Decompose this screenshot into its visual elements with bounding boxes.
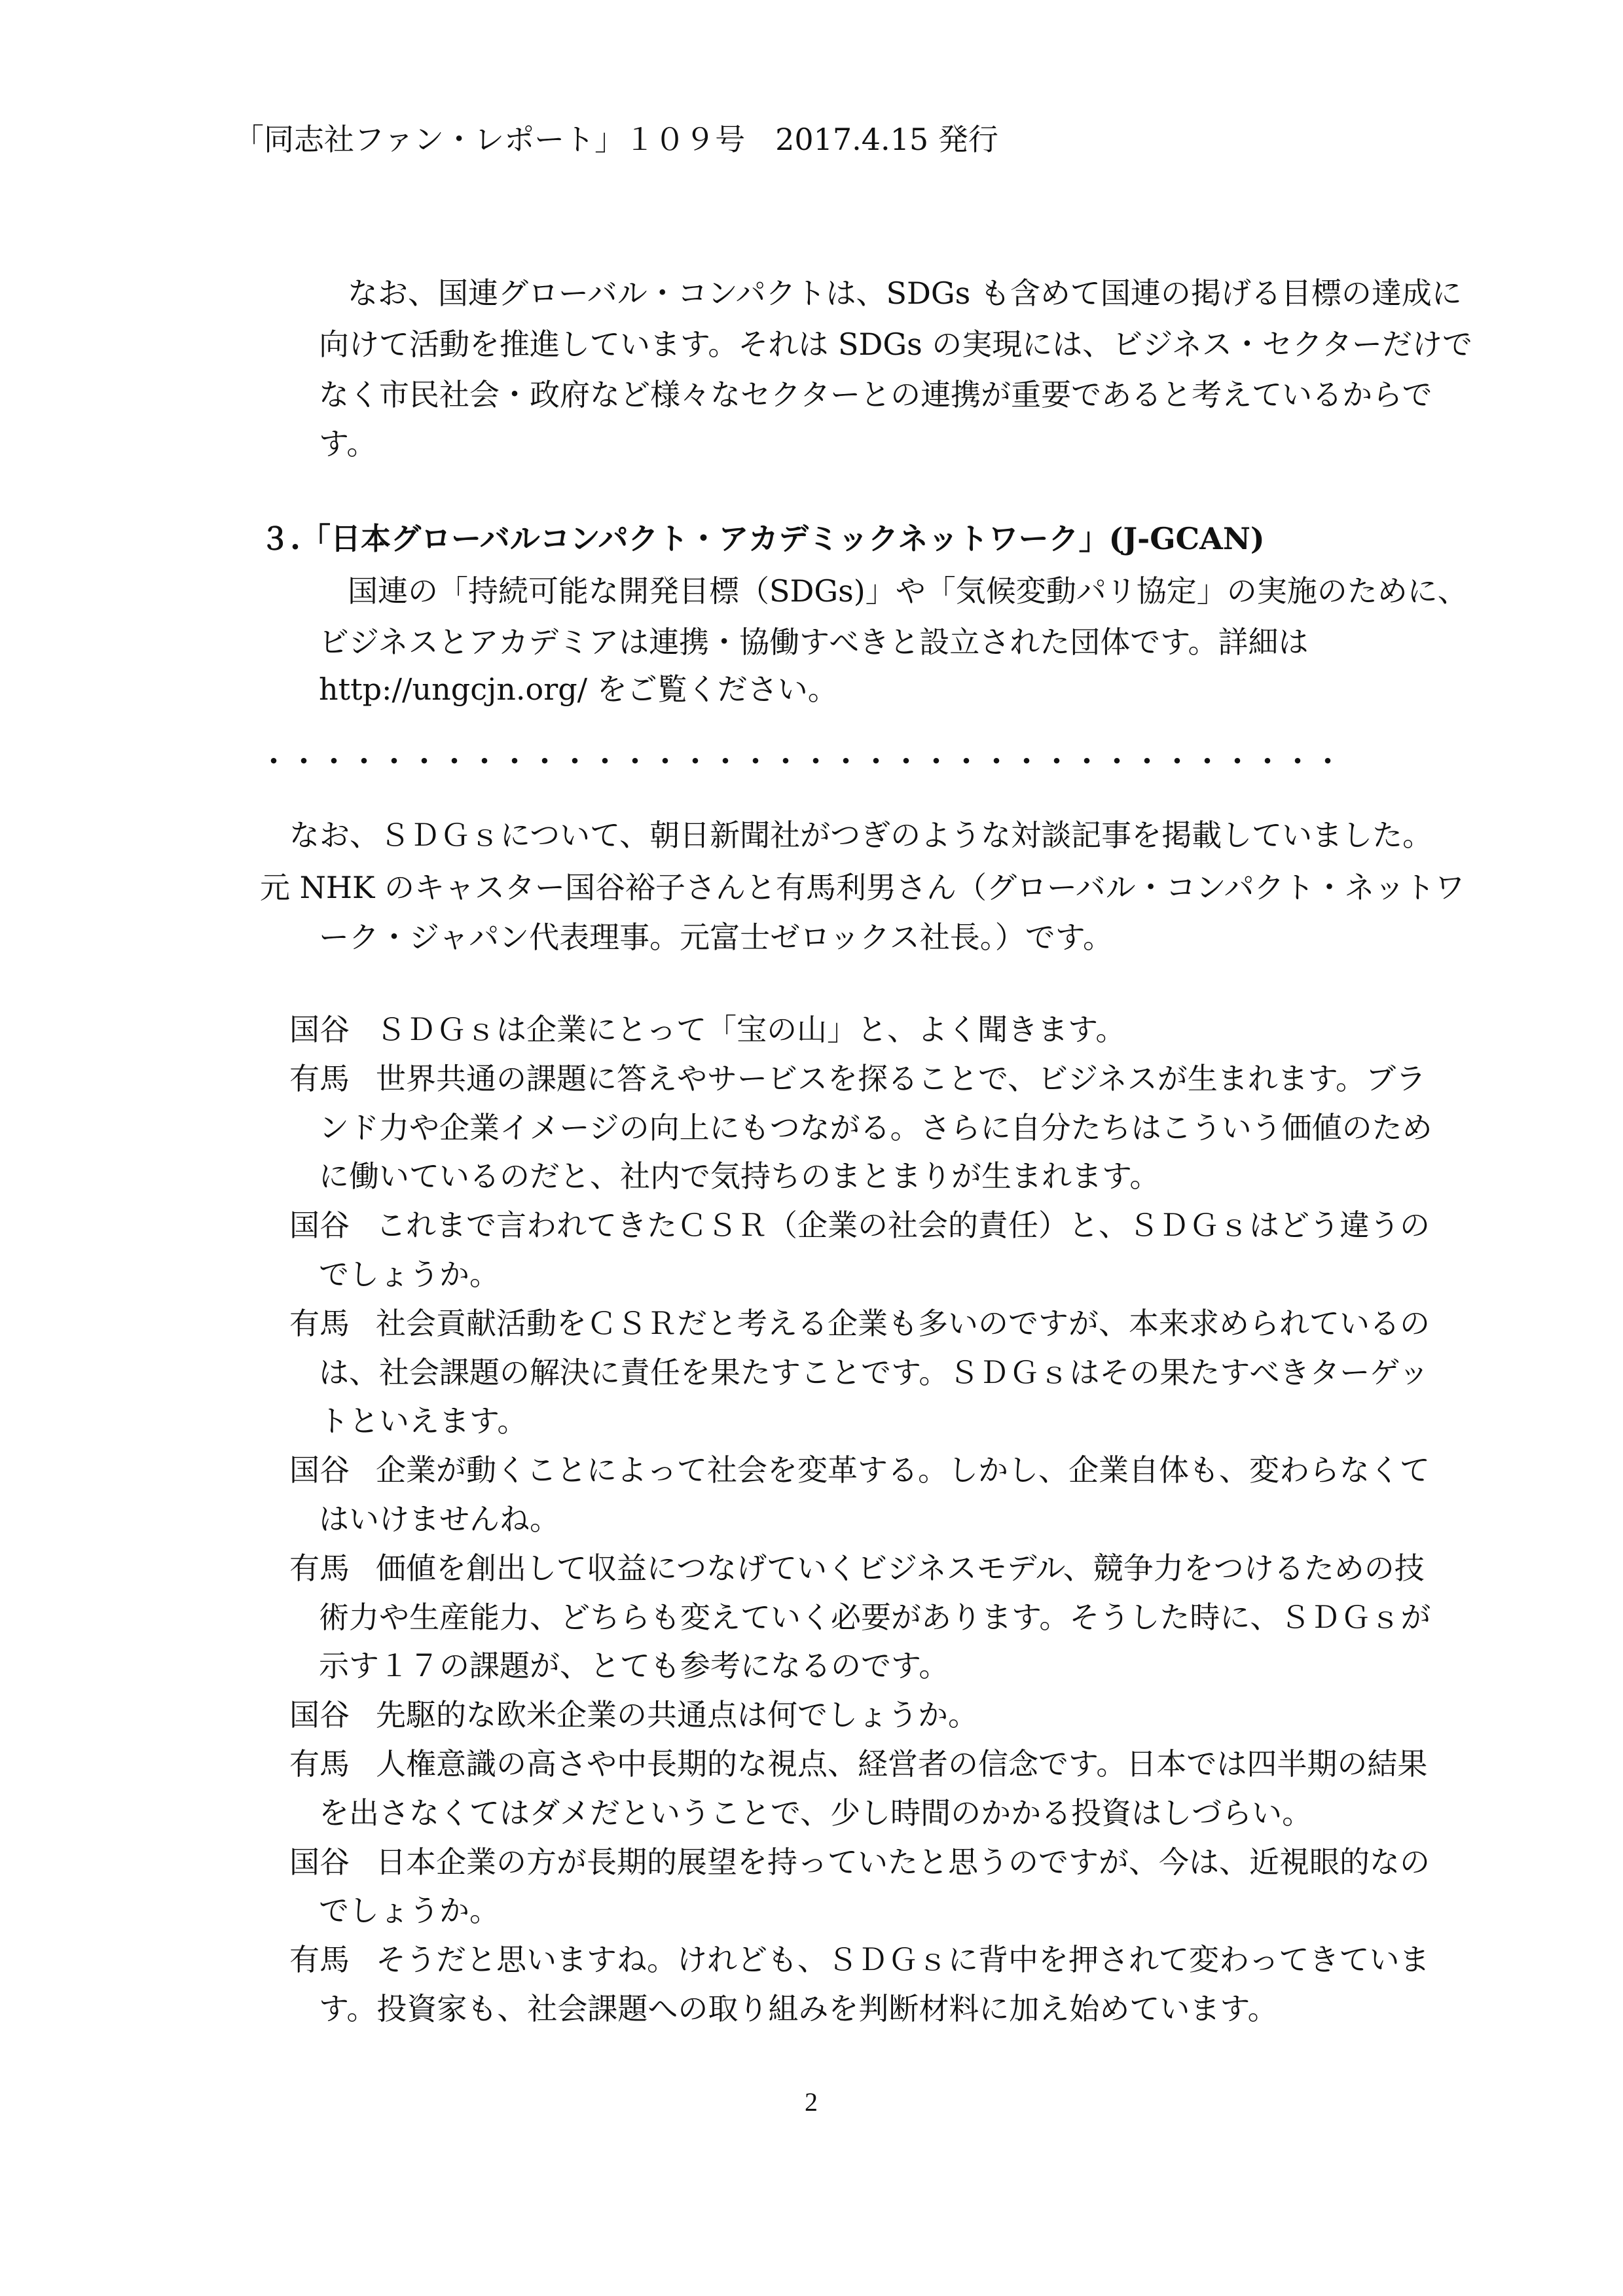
dialogue-text: 世界共通の課題に答えやサービスを探ることで、ビジネスが生まれます。ブラ [376, 1060, 1427, 1096]
dialogue-text: そうだと思いますね。けれども、ＳＤＧｓに背中を押されて変わってきていま [376, 1942, 1430, 1978]
dialogue-text: 先駆的な欧米企業の共通点は何でしょうか。 [376, 1697, 978, 1733]
paragraph-line: なお、国連グローバル・コンパクトは、SDGs も含めて国連の掲げる目標の達成に [348, 276, 1462, 311]
dialogue-line [289, 1942, 1430, 1978]
dialogue-text: 企業が動くことによって社会を変革する。しかし、企業自体も、変わらなくて [376, 1452, 1430, 1488]
dialogue-line [289, 1305, 1430, 1341]
dialogue-line [289, 1060, 1427, 1096]
dialogue-text: 価値を創出して収益につなげていくビジネスモデル、競争力をつけるための技 [376, 1550, 1425, 1586]
dialogue-line [289, 1844, 1430, 1880]
dialogue-line: でしょうか。 [319, 1893, 500, 1929]
dialogue-line: ンド力や企業イメージの向上にもつながる。さらに自分たちはこういう価値のため [319, 1109, 1432, 1145]
dialogue-line: トといえます。 [319, 1403, 528, 1439]
paragraph-line: http://ungcjn.org/ をご覧ください。 [319, 672, 838, 707]
dialogue-line: に働いているのだと、社内で気持ちのまとまりが生まれます。 [319, 1158, 1160, 1194]
speaker-name: 有馬 [289, 1746, 350, 1782]
intro-line: ーク・ジャパン代表理事。元富士ゼロックス社長。）です。 [319, 920, 1114, 955]
speaker-name: 有馬 [289, 1060, 350, 1096]
speaker-name: 国谷 [289, 1697, 350, 1733]
speaker-name: 有馬 [289, 1550, 350, 1586]
paragraph-line: 向けて活動を推進しています。それは SDGs の実現には、ビジネス・セクターだけで [319, 327, 1473, 362]
page-number: 2 [805, 2087, 818, 2117]
dialogue-line: 示す１７の課題が、とても参考になるのです。 [319, 1648, 949, 1684]
dialogue-line: でしょうか。 [319, 1257, 500, 1292]
paragraph-line: 国連の「持続可能な開発目標（SDGs)」や「気候変動パリ協定」の実施のために、 [348, 573, 1468, 609]
speaker-name: 国谷 [289, 1208, 350, 1244]
intro-line: 元 NHK のキャスター国谷裕子さんと有馬利男さん（グローバル・コンパクト・ネットワ [260, 870, 1465, 905]
speaker-name: 国谷 [289, 1012, 350, 1047]
intro-line: なお、ＳＤＧｓについて、朝日新聞社がつぎのような対談記事を掲載していました。 [289, 817, 1433, 853]
speaker-name: 国谷 [289, 1844, 350, 1880]
dialogue-line: は、社会課題の解決に責任を果たすことです。ＳＤＧｓはその果たすべきターゲッ [319, 1354, 1429, 1390]
dialogue-line [289, 1208, 1430, 1244]
dialogue-line [289, 1452, 1430, 1488]
dialogue-line: 術力や生産能力、どちらも変えていく必要があります。そうした時に、ＳＤＧｓが [319, 1599, 1431, 1635]
page-header: 「同志社ファン・レポート」１０９号 2017.4.15 発行 [234, 122, 998, 157]
dialogue-line [289, 1014, 1125, 1045]
dialogue-text: これまで言われてきたＣＳＲ（企業の社会的責任）と、ＳＤＧｓはどう違うの [376, 1208, 1430, 1244]
dialogue-text: 日本企業の方が長期的展望を持っていたと思うのですが、今は、近視眼的なの [376, 1844, 1430, 1880]
dialogue-line: はいけませんね。 [319, 1501, 560, 1537]
paragraph-line: なく市民社会・政府など様々なセクターとの連携が重要であると考えているからで [319, 377, 1432, 412]
speaker-name: 有馬 [289, 1305, 350, 1341]
speaker-name: 有馬 [289, 1942, 350, 1978]
section-heading: ３.「日本グローバルコンパクト・アカデミックネットワーク」(J-GCAN) [260, 521, 1265, 556]
dialogue-text: 社会貢献活動をＣＳＲだと考える企業も多いのですが、本来求められているの [376, 1305, 1430, 1341]
dotted-separator: ・・・・・・・・・・・・・・・・・・・・・・・・・・・・・・・・・・・・ [259, 744, 1343, 780]
dialogue-line [289, 1697, 978, 1733]
dialogue-text: ＳＤＧｓは企業にとって「宝の山」と、よく聞きます。 [376, 1012, 1126, 1047]
dialogue-line: す。投資家も、社会課題への取り組みを判断材料に加え始めています。 [319, 1991, 1278, 2026]
dialogue-line [289, 1746, 1428, 1782]
dialogue-line: を出さなくてはダメだということで、少し時間のかかる投資はしづらい。 [319, 1795, 1313, 1831]
dialogue-text: 人権意識の高さや中長期的な視点、経営者の信念です。日本では四半期の結果 [376, 1746, 1428, 1782]
dialogue-line [289, 1550, 1425, 1586]
speaker-name: 国谷 [289, 1452, 350, 1488]
paragraph-line: ビジネスとアカデミアは連携・協働すべきと設立された団体です。詳細は [319, 624, 1309, 660]
paragraph-line: す。 [319, 426, 377, 461]
